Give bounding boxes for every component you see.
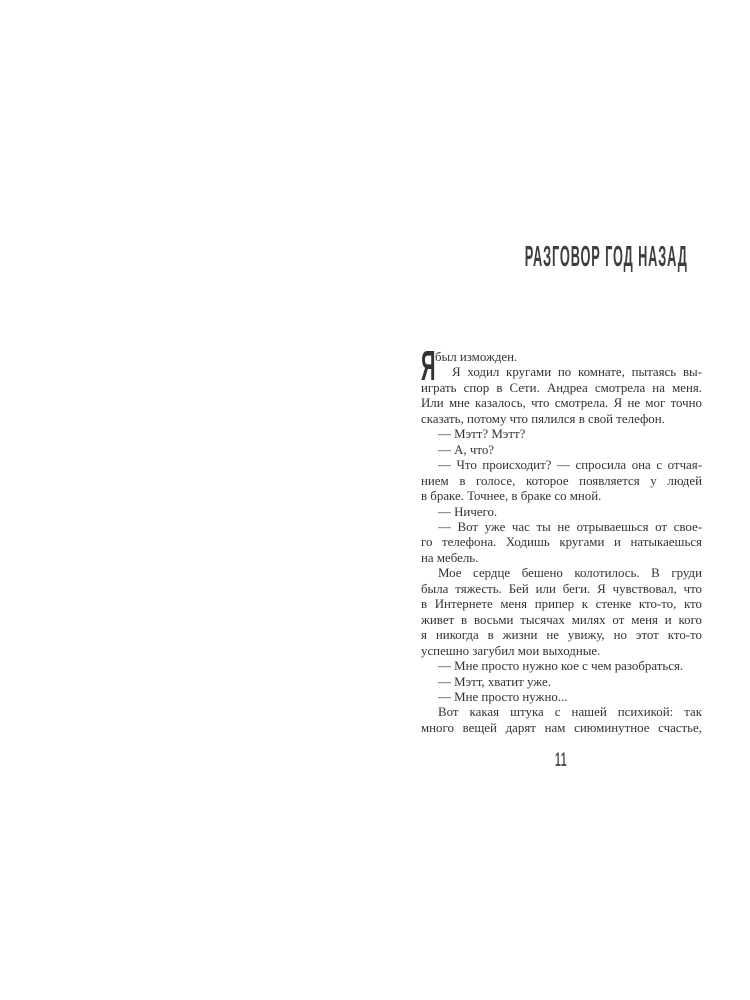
text-line: Мое сердце бешено колотилось. В груди [438, 566, 702, 581]
text-line: Вот какая штука с нашей психикой: так [438, 705, 702, 720]
text-line: — А, что? [438, 442, 494, 457]
text-line: много вещей дарят нам сиюминутное счастье, [421, 720, 702, 735]
drop-cap-letter: Я [421, 342, 436, 389]
text-line: — Мэтт? Мэтт? [438, 427, 526, 442]
text-line: — Вот уже час ты не отрываешься от свое- [438, 519, 702, 534]
text-line: — Мэтт, хватит уже. [438, 674, 551, 689]
chapter-title-text: РАЗГОВОР ГОД НАЗАД [524, 241, 688, 273]
text-line: была тяжесть. Бей или беги. Я чувствовал, что [421, 581, 702, 596]
text-line: был изможден. [435, 350, 518, 364]
text-line: сказать, потому что пялился в свой телефон. [421, 411, 665, 426]
text-line: — Ничего. [438, 504, 498, 519]
text-lines-container [421, 350, 702, 736]
text-line: живет в восьми тысячах милях от меня и кого [421, 612, 702, 627]
text-line: в браке. Точнее, в браке со мной. [421, 489, 602, 504]
text-line: — Мне просто нужно... [438, 689, 568, 704]
text-line: Я ходил кругами по комнате, пытаясь вы- [452, 365, 702, 380]
page-number-text: 11 [555, 750, 568, 771]
chapter-title [421, 243, 702, 272]
text-line: нием в голосе, которое появляется у людей [421, 473, 702, 488]
text-line: в Интернете меня припер к стенке кто-то, кто [421, 597, 702, 612]
text-line: играть спор в Сети. Андреа смотрела на меня. [421, 380, 702, 395]
text-line: успешно загубил мои выходные. [421, 643, 601, 658]
text-line: го телефона. Ходишь кругами и натыкаешься [421, 535, 702, 550]
text-line: на мебель. [421, 550, 479, 565]
text-line: — Что происходит? — спросила она с отчая- [438, 458, 702, 473]
body-text-block [421, 342, 702, 736]
text-line: я никогда в жизни не увижу, но этот кто-то [421, 628, 702, 643]
text-line: — Мне просто нужно кое с чем разобраться. [438, 659, 684, 674]
text-line: Или мне казалось, что смотрела. Я не мог точно [421, 396, 702, 411]
drop-cap [421, 342, 436, 389]
page-number [421, 751, 702, 770]
